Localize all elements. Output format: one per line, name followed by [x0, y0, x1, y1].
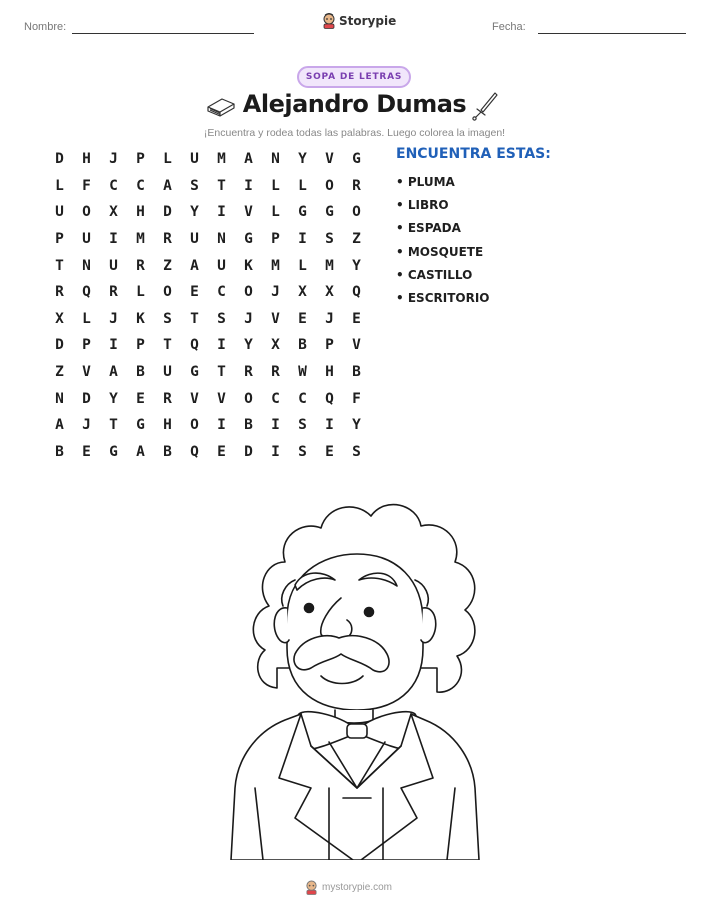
name-label: Nombre: [24, 21, 67, 33]
grid-cell[interactable]: D [82, 390, 91, 407]
grid-cell[interactable]: S [190, 177, 199, 194]
grid-cell[interactable]: R [271, 364, 280, 381]
grid-cell[interactable]: Y [190, 204, 199, 221]
grid-cell[interactable]: L [136, 284, 145, 301]
grid-cell[interactable]: M [136, 231, 145, 248]
grid-cell[interactable]: I [109, 337, 118, 354]
grid-cell[interactable]: I [109, 231, 118, 248]
grid-row [46, 199, 370, 226]
activity-badge [297, 66, 411, 88]
grid-cell[interactable]: V [325, 151, 334, 168]
grid-cell[interactable]: S [298, 417, 307, 434]
grid-cell[interactable]: Z [163, 257, 172, 274]
word-list-item: • LIBRO [396, 197, 449, 212]
grid-cell[interactable]: U [190, 231, 199, 248]
grid-cell[interactable]: Q [190, 337, 199, 354]
grid-cell[interactable]: G [190, 364, 199, 381]
grid-cell[interactable]: G [325, 204, 334, 221]
grid-row [46, 279, 370, 306]
grid-cell[interactable]: M [325, 257, 334, 274]
grid-cell[interactable]: I [217, 204, 226, 221]
grid-cell[interactable]: O [325, 177, 334, 194]
grid-cell[interactable]: C [136, 177, 145, 194]
grid-cell[interactable]: Y [352, 257, 361, 274]
grid-cell[interactable]: Y [352, 417, 361, 434]
grid-cell[interactable]: E [190, 284, 199, 301]
grid-cell[interactable]: P [136, 337, 145, 354]
grid-cell[interactable]: B [163, 443, 172, 460]
grid-cell[interactable]: A [190, 257, 199, 274]
grid-cell[interactable]: O [82, 204, 91, 221]
grid-row [46, 306, 370, 333]
grid-cell[interactable]: N [217, 231, 226, 248]
grid-cell[interactable]: S [325, 231, 334, 248]
words-heading: ENCUENTRA ESTAS: [396, 146, 551, 162]
grid-cell[interactable]: D [55, 337, 64, 354]
grid-cell[interactable]: X [271, 337, 280, 354]
grid-cell[interactable]: X [298, 284, 307, 301]
grid-cell[interactable]: S [352, 443, 361, 460]
word-list-item: • CASTILLO [396, 267, 473, 282]
grid-cell[interactable]: B [244, 417, 253, 434]
badge-label: SOPA DE LETRAS [305, 72, 403, 82]
grid-cell[interactable]: I [271, 417, 280, 434]
grid-cell[interactable]: H [325, 364, 334, 381]
grid-cell[interactable]: L [55, 177, 64, 194]
grid-cell[interactable]: J [325, 310, 334, 327]
grid-row [46, 252, 370, 279]
grid-cell[interactable]: O [190, 417, 199, 434]
grid-row [46, 146, 370, 173]
grid-cell[interactable]: R [55, 284, 64, 301]
grid-cell[interactable]: T [55, 257, 64, 274]
grid-cell[interactable]: E [352, 310, 361, 327]
grid-row [46, 385, 370, 412]
grid-cell[interactable]: W [298, 364, 307, 381]
grid-cell[interactable]: L [271, 177, 280, 194]
grid-cell[interactable]: O [244, 390, 253, 407]
grid-cell[interactable]: P [82, 337, 91, 354]
grid-cell[interactable]: P [55, 231, 64, 248]
grid-cell[interactable]: D [244, 443, 253, 460]
grid-cell[interactable]: J [244, 310, 253, 327]
grid-cell[interactable]: T [163, 337, 172, 354]
grid-cell[interactable]: O [163, 284, 172, 301]
grid-cell[interactable]: C [217, 284, 226, 301]
grid-cell[interactable]: E [298, 310, 307, 327]
grid-cell[interactable]: Z [55, 364, 64, 381]
date-line[interactable] [538, 33, 686, 34]
grid-row [46, 359, 370, 386]
grid-cell[interactable]: N [271, 151, 280, 168]
grid-cell[interactable]: H [136, 204, 145, 221]
grid-row [46, 173, 370, 200]
grid-cell[interactable]: L [82, 310, 91, 327]
grid-cell[interactable]: V [217, 390, 226, 407]
grid-cell[interactable]: C [271, 390, 280, 407]
grid-cell[interactable]: O [352, 204, 361, 221]
brand-name: Storypie [339, 14, 397, 28]
word-list-item: • PLUMA [396, 174, 455, 189]
grid-row [46, 226, 370, 253]
grid-cell[interactable]: J [82, 417, 91, 434]
grid-row [46, 332, 370, 359]
grid-cell[interactable]: Q [352, 284, 361, 301]
grid-cell[interactable]: V [190, 390, 199, 407]
grid-cell[interactable]: I [244, 177, 253, 194]
grid-cell[interactable]: R [163, 390, 172, 407]
grid-cell[interactable]: U [82, 231, 91, 248]
storypie-brand [322, 13, 396, 29]
grid-cell[interactable]: G [352, 151, 361, 168]
grid-cell[interactable]: R [136, 257, 145, 274]
grid-cell[interactable]: B [55, 443, 64, 460]
grid-cell[interactable]: T [217, 364, 226, 381]
grid-cell[interactable]: B [298, 337, 307, 354]
grid-cell[interactable]: V [271, 310, 280, 327]
grid-cell[interactable]: T [190, 310, 199, 327]
page-title: Alejandro Dumas [242, 90, 467, 118]
grid-cell[interactable]: I [325, 417, 334, 434]
grid-cell[interactable]: U [163, 364, 172, 381]
word-search-grid [46, 146, 370, 465]
grid-cell[interactable]: G [109, 443, 118, 460]
grid-cell[interactable]: L [298, 257, 307, 274]
grid-cell[interactable]: I [298, 231, 307, 248]
grid-cell[interactable]: N [82, 257, 91, 274]
grid-cell[interactable]: Q [190, 443, 199, 460]
grid-cell[interactable]: P [271, 231, 280, 248]
grid-cell[interactable]: C [298, 390, 307, 407]
grid-cell[interactable]: J [271, 284, 280, 301]
grid-cell[interactable]: R [352, 177, 361, 194]
grid-cell[interactable]: F [352, 390, 361, 407]
grid-cell[interactable]: Q [325, 390, 334, 407]
grid-cell[interactable]: X [325, 284, 334, 301]
storypie-logo-icon [322, 13, 336, 29]
grid-cell[interactable]: P [325, 337, 334, 354]
grid-cell[interactable]: A [109, 364, 118, 381]
grid-cell[interactable]: V [352, 337, 361, 354]
grid-cell[interactable]: Z [352, 231, 361, 248]
grid-cell[interactable]: I [217, 417, 226, 434]
grid-cell[interactable]: B [136, 364, 145, 381]
grid-cell[interactable]: H [82, 151, 91, 168]
grid-cell[interactable]: L [298, 177, 307, 194]
grid-row [46, 412, 370, 439]
grid-cell[interactable]: Y [244, 337, 253, 354]
grid-cell[interactable]: B [352, 364, 361, 381]
name-line[interactable] [72, 33, 254, 34]
grid-cell[interactable]: S [217, 310, 226, 327]
grid-cell[interactable]: A [244, 151, 253, 168]
grid-cell[interactable]: I [271, 443, 280, 460]
grid-cell[interactable]: P [136, 151, 145, 168]
grid-cell[interactable]: I [217, 337, 226, 354]
grid-cell[interactable]: A [136, 443, 145, 460]
grid-cell[interactable]: X [55, 310, 64, 327]
storypie-logo-icon [305, 880, 318, 895]
grid-cell[interactable]: R [244, 364, 253, 381]
sword-icon [470, 90, 500, 122]
word-list-item: • MOSQUETE [396, 244, 484, 259]
grid-cell[interactable]: E [136, 390, 145, 407]
grid-cell[interactable]: C [109, 177, 118, 194]
grid-cell[interactable]: Q [82, 284, 91, 301]
portrait-illustration [225, 488, 485, 860]
grid-cell[interactable]: R [109, 284, 118, 301]
grid-cell[interactable]: O [244, 284, 253, 301]
grid-cell[interactable]: T [109, 417, 118, 434]
grid-cell[interactable]: V [244, 204, 253, 221]
grid-cell[interactable]: X [109, 204, 118, 221]
footer-url: mystorypie.com [322, 882, 393, 893]
grid-cell[interactable]: L [163, 151, 172, 168]
grid-cell[interactable]: V [82, 364, 91, 381]
grid-cell[interactable]: Y [109, 390, 118, 407]
word-list-item: • ESCRITORIO [396, 291, 490, 306]
grid-cell[interactable]: G [244, 231, 253, 248]
grid-cell[interactable]: R [163, 231, 172, 248]
grid-cell[interactable]: U [55, 204, 64, 221]
grid-cell[interactable]: U [109, 257, 118, 274]
grid-cell[interactable]: K [244, 257, 253, 274]
grid-cell[interactable]: D [163, 204, 172, 221]
grid-cell[interactable]: F [82, 177, 91, 194]
grid-cell[interactable]: J [109, 310, 118, 327]
grid-cell[interactable]: A [163, 177, 172, 194]
date-label: Fecha: [492, 21, 526, 33]
grid-cell[interactable]: U [217, 257, 226, 274]
grid-cell[interactable]: G [298, 204, 307, 221]
word-list [396, 170, 490, 310]
grid-row [46, 439, 370, 466]
grid-cell[interactable]: G [136, 417, 145, 434]
grid-cell[interactable]: S [298, 443, 307, 460]
grid-cell[interactable]: D [55, 151, 64, 168]
grid-cell[interactable]: M [217, 151, 226, 168]
grid-cell[interactable]: H [163, 417, 172, 434]
grid-cell[interactable]: J [109, 151, 118, 168]
grid-cell[interactable]: K [136, 310, 145, 327]
footer [305, 880, 392, 895]
grid-cell[interactable]: E [325, 443, 334, 460]
grid-cell[interactable]: T [217, 177, 226, 194]
grid-cell[interactable]: L [271, 204, 280, 221]
grid-cell[interactable]: Y [298, 151, 307, 168]
grid-cell[interactable]: E [82, 443, 91, 460]
grid-cell[interactable]: A [55, 417, 64, 434]
grid-cell[interactable]: N [55, 390, 64, 407]
grid-cell[interactable]: M [271, 257, 280, 274]
grid-cell[interactable]: E [217, 443, 226, 460]
grid-cell[interactable]: U [190, 151, 199, 168]
word-list-item: • ESPADA [396, 221, 461, 236]
instructions: ¡Encuentra y rodea todas las palabras. Luego colorea la imagen! [203, 127, 506, 139]
grid-cell[interactable]: S [163, 310, 172, 327]
